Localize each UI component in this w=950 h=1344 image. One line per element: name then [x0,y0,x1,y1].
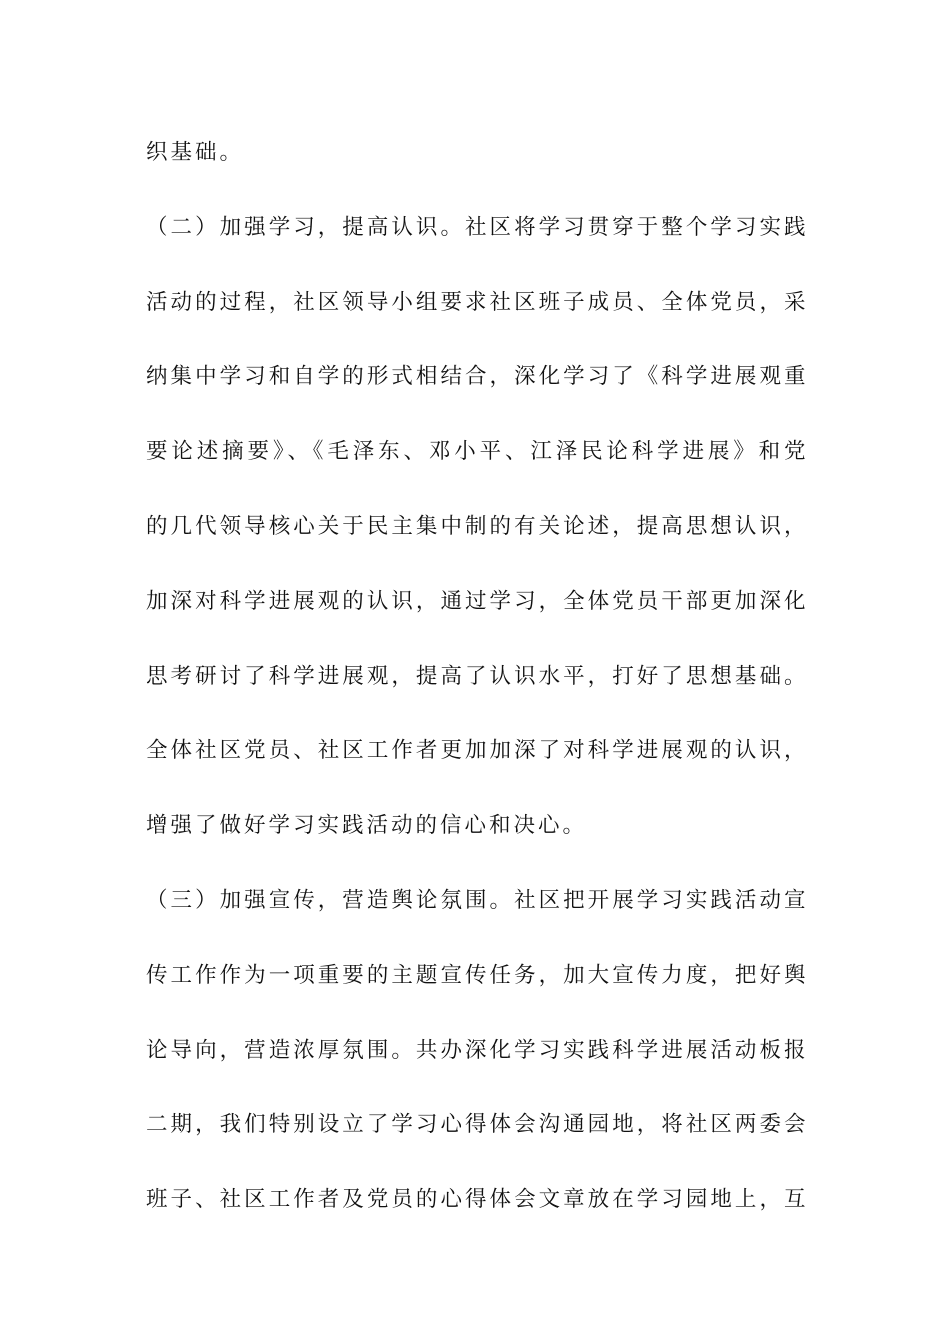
text-line: 传工作作为一项重要的主题宣传任务，加大宣传力度，把好舆 [146,962,806,988]
text-line: 的几代领导核心关于民主集中制的有关论述，提高思想认识， [146,513,806,539]
text-line: 纳集中学习和自学的形式相结合，深化学习了《科学进展观重 [146,364,806,390]
text-line: 全体社区党员、社区工作者更加加深了对科学进展观的认识， [146,738,806,764]
text-line: 思考研讨了科学进展观，提高了认识水平，打好了思想基础。 [146,663,806,689]
text-line: 织基础。 [146,140,245,165]
text-line: 加深对科学进展观的认识，通过学习，全体党员干部更加深化 [146,588,806,614]
text-line: （二）加强学习，提高认识。社区将学习贯穿于整个学习实践 [146,214,806,240]
body-text [146,128,806,1250]
text-line: 二期，我们特别设立了学习心得体会沟通园地，将社区两委会 [146,1112,806,1138]
text-line: 要论述摘要》、《毛泽东、邓小平、江泽民论科学进展》和党 [146,439,806,465]
text-line: 活动的过程，社区领导小组要求社区班子成员、全体党员，采 [146,289,806,315]
text-line: 增强了做好学习实践活动的信心和决心。 [146,813,588,839]
text-line: 论导向，营造浓厚氛围。共办深化学习实践科学进展活动板报 [146,1037,806,1063]
text-line: 班子、社区工作者及党员的心得体会文章放在学习园地上，互 [146,1187,806,1213]
text-line: （三）加强宣传，营造舆论氛围。社区把开展学习实践活动宣 [146,887,806,913]
